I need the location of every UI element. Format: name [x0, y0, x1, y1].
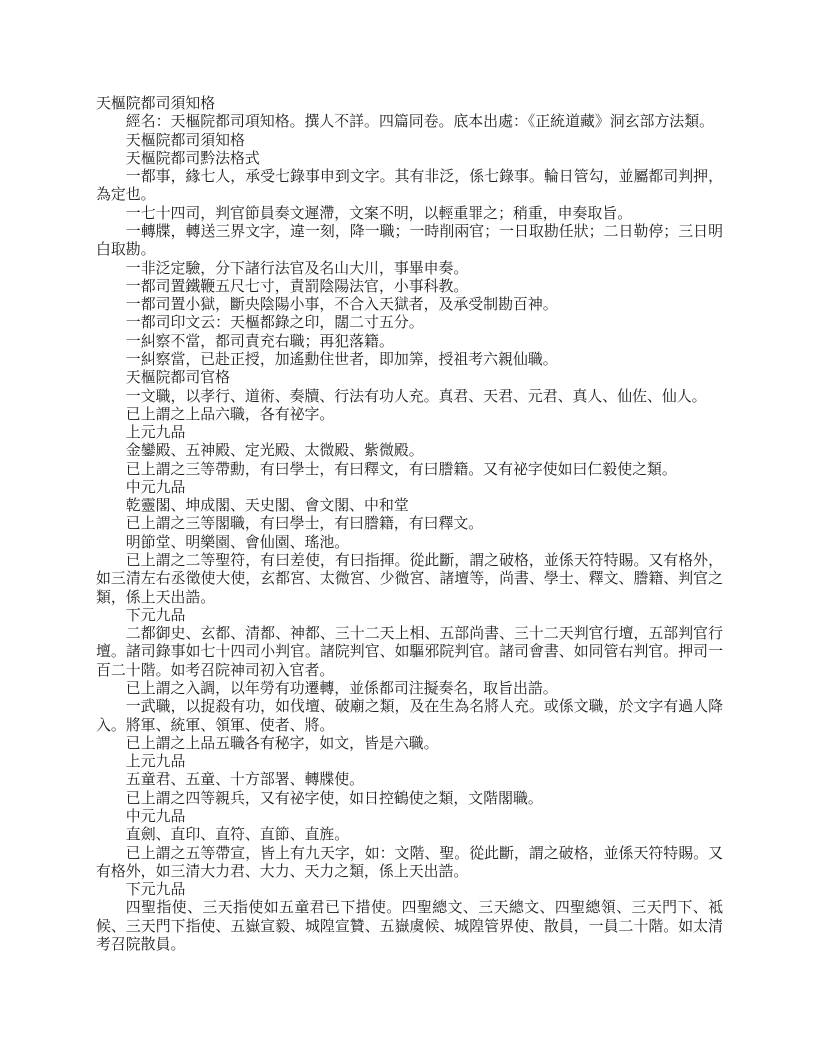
- paragraph: 已上謂之入調，以年勞有功遷轉，並係都司注擬奏名，取旨出誥。: [125, 681, 558, 697]
- paragraph: 一轉牒，轉送三界文字，違一刻，降一職；一時削兩官；一日取勘任狀；二日勒停；三日明白取勘。: [96, 223, 723, 259]
- paragraph: 已上謂之三等帶勳，有曰學士，有曰釋文，有曰謄籍。又有祕字使如曰仁毅使之類。: [125, 461, 677, 478]
- section-title: 下元九品: [125, 882, 186, 899]
- paragraph: 二都御史、玄都、清都、神都、三十二天上相、五部尚書、三十二天判官行壇，五部判官行壇。諸司錄事如七十四司小判官。諸院判官、如驅邪院判官。諸司會書、如同管右判官。押司一百二十階。如考召院神司初入官者。: [96, 626, 723, 679]
- paragraph: 明節堂、明樂園、會仙園、瑤池。: [125, 534, 350, 551]
- paragraph: 已上謂之二等聖符，有曰差使，有曰指揮。從此斷，謂之破格，並係天符特賜。又有格外，如三清左右丞徵使大使，玄都宮、太微宮、少微宮、諸壇等，尚書、學士、釋文、謄籍、判官之類，係上天出誥。: [96, 553, 723, 606]
- paragraph: 一都司印文云：天樞都錄之印，闊二寸五分。: [125, 315, 424, 332]
- paragraph: 一糾察當，已赴正授，加遙勳住世者，即加筭，授祖考六親仙職。: [125, 351, 558, 368]
- paragraph: 一七十四司，判官節員奏文遲滯，文案不明，以輕重罪之；稍重，申奏取旨。: [125, 205, 633, 222]
- section-title: 天樞院都司須知格: [125, 132, 245, 149]
- section-title: 下元九品: [125, 607, 186, 624]
- paragraph: 已上謂之三等閣職，有曰學士，有曰謄籍，有曰釋文。: [125, 516, 484, 533]
- paragraph: 金鑾殿、五神殿、定光殿、太微殿、紫微殿。: [125, 443, 424, 460]
- paragraph: 一文職，以孝行、道術、奏牘、行法有功人充。真君、天君、元君、真人、仙佐、仙人。: [125, 388, 707, 405]
- paragraph: 四聖指使、三天指使如五童君已下措使。四聖總文、三天總文、四聖總領、三天門下、祗候、三天門下指使、五嶽宣毅、城隍宣贊、五嶽虞候、城隍管界使、散員，一員二十階。如太清考召院散員。: [96, 900, 723, 953]
- paragraph: 乾靈閣、坤成閣、天史閣、會文閣、中和堂: [125, 498, 409, 515]
- document-title: 天樞院都司須知格: [96, 96, 216, 112]
- section-title: 天樞院都司黔法格式: [125, 150, 260, 167]
- section-title: 中元九品: [125, 808, 186, 825]
- paragraph: 已上謂之上品六職，各有祕字。: [125, 406, 335, 423]
- paragraph: 一都司置小獄，斷央陰陽小事，不合入天獄者，及承受制勘百神。: [125, 297, 558, 314]
- paragraph: 一都事，緣七人，承受七錄事申到文字。其有非泛，係七錄事。輪日管勾，並屬都司判押，為定也。: [96, 169, 723, 204]
- paragraph: 一糾察不當，都司責充右職；再犯落籍。: [125, 333, 394, 350]
- paragraph: 直劍、直印、直符、直節、直旌。: [125, 827, 350, 844]
- paragraph: 一都司置鐵鞭五尺七寸，責罰陰陽法官，小事科教。: [125, 278, 469, 295]
- paragraph: 已上謂之四等親兵，又有祕字使，如日控鶴使之類，文階閣職。: [125, 790, 543, 807]
- paragraph: 一武職，以捉殺有功，如伐壇、破廟之類，及在生為名將人充。或係文職，於文字有過人降入。將軍、統軍、領軍、使者、將。: [96, 699, 723, 734]
- paragraph: 一非泛定驗，分下諸行法官及名山大川，事畢申奏。: [125, 260, 469, 277]
- paragraph: 五童君、五童、十方部署、轉牒使。: [125, 772, 365, 789]
- document-page: [96, 95, 723, 954]
- paragraph: 已上謂之五等帶宣，皆上有九天字，如：文階、聖。從此斷，謂之破格，並係天符特賜。又有格外，如三清大力君、大力、天力之類，係上天出誥。: [96, 845, 723, 880]
- section-title: 中元九品: [125, 479, 186, 496]
- section-title: 上元九品: [125, 754, 186, 771]
- colophon-line: 經名：天樞院都司項知格。撰人不詳。四篇同卷。底本出處：《正統道藏》洞玄部方法類。: [125, 114, 714, 131]
- paragraph: 已上謂之上品五職各有秘字，如文，皆是六職。: [125, 735, 439, 752]
- section-title: 上元九品: [125, 425, 186, 442]
- section-title: 天樞院都司官格: [125, 370, 231, 387]
